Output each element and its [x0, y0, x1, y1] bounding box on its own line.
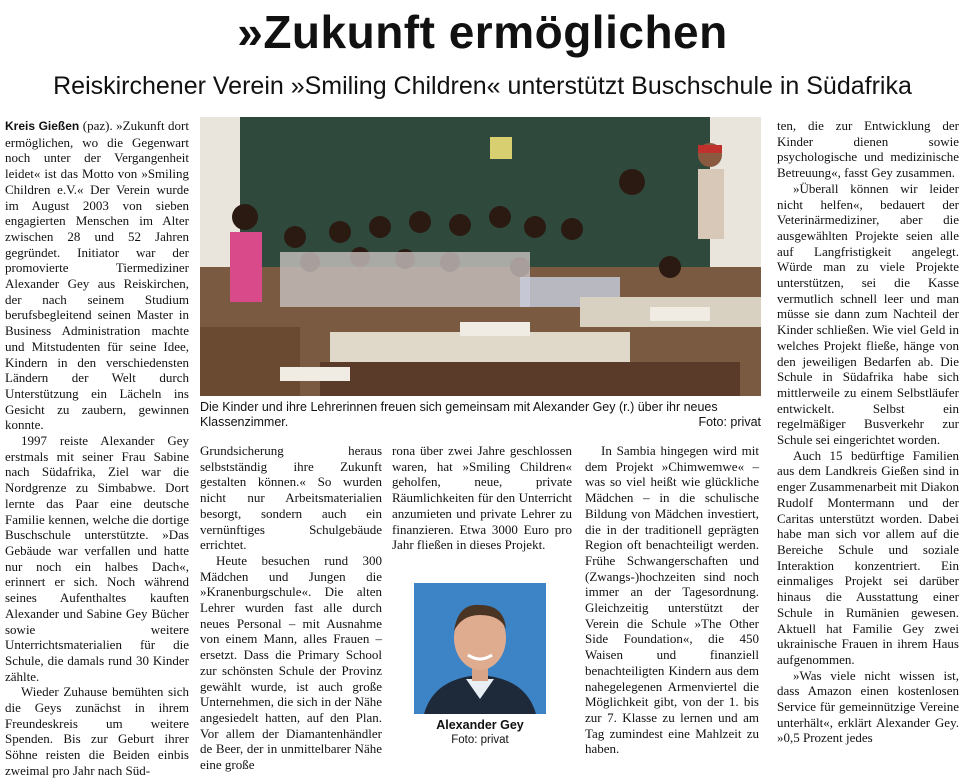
portrait-photo [414, 583, 546, 714]
kicker-location: Kreis Gießen [5, 119, 80, 133]
column-3 [392, 443, 572, 553]
classroom-illustration [200, 117, 761, 396]
paragraph: Grundsicherung heraus selbstständig ihre Zukunft gestalten können.« So wurden nicht nur Arbeitsmaterialien besorgt, sondern auch ein vernünftiges Schulgebäude errichtet. [200, 443, 382, 553]
column-2 [200, 443, 382, 773]
paragraph-text: (paz). »Zukunft dort ermöglichen, wo die Gegenwart noch unter der Vergangenheit leidet« ist das Motto von »Smiling Children e.V.« Der Verein wurde im August 2003 von sieben engagierten Menschen im Alter zwischen 28 und 52 Jahren gegründet. Initiator war der promovierte Tiermediziner Alexander Gey aus Reiskirchen, der nach seinem Studium berufsbegleitend seinen Master in Business Administration machte und Mitstudenten für seine Idee, Kindern in den verschiedensten Ländern der Welt durch Unterstützung ein Lächeln ins Gesicht zu zaubern, gewinnen konnte. [5, 118, 189, 433]
column-4 [585, 443, 759, 757]
paragraph: »Was viele nicht wissen ist, dass Amazon einen kostenlosen Service für gemeinnützige Vereine unterhält«, erklärt Alexander Gey. »0,5 Prozent jedes [777, 667, 959, 746]
portrait-credit: Foto: privat [451, 734, 509, 746]
headline: »Zukunft ermöglichen [237, 6, 728, 58]
portrait-illustration [414, 583, 546, 714]
classroom-photo [200, 117, 761, 396]
paragraph: Auch 15 bedürftige Familien aus dem Landkreis Gießen sind in enger Zusammenarbeit mit Diakon Rudolf Montermann und der Caritas unterstützt worden. Dabei habe man sich vor allem auf die Bereiche Schule und soziale Interaktion konzentriert. Ein einmaliges Projekt sei darüber hinaus die Ausstattung einer Schule in Rumänien gewesen. Aktuell hat Familie Gey zwei ukrainische Frauen in ihrem Haus aufgenommen. [777, 447, 959, 667]
caption-text: Die Kinder und ihre Lehrerinnen freuen sich gemeinsam mit Alexander Gey (r.) über ihr neues Klassenzimmer. [200, 400, 718, 429]
paragraph: rona über zwei Jahre geschlossen waren, hat »Smiling Children« geholfen, neue, private Räumlichkeiten für den Unterricht anzumieten und private Lehrer zu finanzieren. Etwa 3000 Euro pro Jahr fließen in dieses Projekt. [392, 443, 572, 553]
paragraph: ten, die zur Entwicklung der Kinder dienen sowie psychologische und medizinische Betreuung«, fasst Gey zusammen. [777, 118, 959, 181]
paragraph: 1997 reiste Alexander Gey erstmals mit seiner Frau Sabine nach Südafrika, Ziel war die Nordgrenze zu Simbabwe. Dort lernte das Paar eine deutsche Familie kennen, welche die dortige Buschschule unterstützte. »Das Gebäude war verfallen und hatte nur noch ein halbes Dach«, erinnert er sich. Noch während seines Aufenthaltes kauften Alexander und Sabine Gey Bücher sowie weitere Unterrichtsmaterialien für die Schule, die damals rund 30 Kinder zählte. [5, 433, 189, 684]
paragraph: Heute besuchen rund 300 Mädchen und Jungen die »Kranenburgschule«. Die alten Lehrer wurden fast alle durch neues Personal – mit Ausnahme von einem Mann, alles Frauen – ersetzt. Dass die Primary School zur schönsten Schule der Provinz gewählt wurde, ist auch große Unternehmen, die sich in der Nähe angesiedelt hatten, auf den Plan. Vor allem der Diamantenhändler de Beer, der in unmittelbarer Nähe eine große [200, 552, 382, 773]
portrait-name: Alexander Gey [436, 718, 524, 732]
column-1 [5, 118, 189, 779]
photo-caption [200, 400, 761, 430]
paragraph: Wieder Zuhause bemühten sich die Geys zunächst in ihrem Freundeskreis um weitere Spenden. Bis zur Geburt ihrer Söhne reisten die Beiden einbis zweimal pro Jahr nach Süd- [5, 684, 189, 778]
paragraph [5, 118, 189, 433]
paragraph: »Überall können wir leider nicht helfen«, bedauert der Veterinärmediziner, aber die ausgewählten Projekte seien alle auf Langfristigkeit angelegt. Würde man zu viele Projekte unterstützen, sei die Kasse vermutlich schnell leer und man müsse sie dann zum Nachteil der Kinder schließen. Wie viel Geld in welches Projekt fließe, hänge von den jeweiligen Bedarfen ab. Die Schule in Südafrika habe sich mittlerweile zu einem Selbstläufer entwickelt. Selbst ein regelmäßiger Busverkehr zur Schule sei eingerichtet worden. [777, 180, 959, 448]
paragraph: In Sambia hingegen wird mit dem Projekt »Chimwemwe« – was so viel heißt wie glückliche Mädchen – in die schulische Bildung von Mädchen investiert, die in der traditionell geprägten Region oft benachteiligt werden. Frühe Schwangerschaften und (Zwangs-)hochzeiten sind noch immer an der Tagesordnung. Gleichzeitig unterstützt der Verein die Schule »The Other Side Foundation«, die 450 Waisen und finanziell benachteiligten Kindern aus dem nahegelegenen Armenviertel die Möglichkeit gibt, von der 1. bis zur 7. Klasse zu lernen und am Tag zumindest eine Mahlzeit zu haben. [585, 443, 759, 757]
subheadline: Reiskirchener Verein »Smiling Children« unterstützt Buschschule in Südafrika [53, 72, 912, 100]
photo-credit: Foto: privat [698, 415, 761, 429]
column-5 [777, 118, 959, 746]
